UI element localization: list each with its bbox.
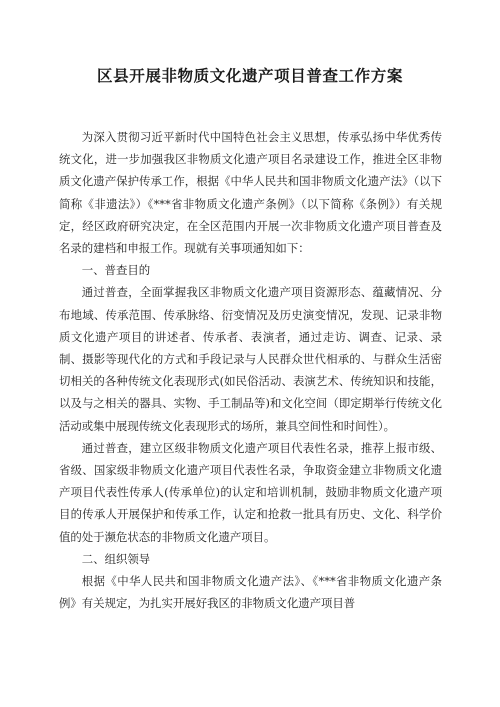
purpose-paragraph-2: 通过普查，建立区级非物质文化遗产项目代表性名录，推荐上报市级、省级、国家级非物质文化遗产项目代表性名录，争取资金建立非物质文化遗产项目代表性传承人(传承单位)的认定和培训机制，鼓励非物质文化遗产项目的传承人开展保护和传承工作，认定和抢救一批具有历史、文化、科学价值的处于濒危状态的非物质文化遗产项目。: [59, 440, 442, 544]
document-body: [59, 126, 442, 614]
document-title: 区县开展非物质文化遗产项目普查工作方案: [97, 66, 403, 85]
section-heading-purpose: 一、普查目的: [81, 263, 151, 278]
purpose-paragraph-1: 通过普查，全面掌握我区非物质文化遗产项目资源形态、蕴藏情况、分布地域、传承范围、传承脉络、衍变情况及历史演变情况，发现、记录非物质文化遗产项目的讲述者、传承者、表演者，通过走访、调查、记录、录制、摄影等现代化的方式和手段记录与人民群众世代相承的、与群众生活密切相关的各种传统文化表现形式(如民俗活动、表演艺术、传统知识和技能，以及与之相关的器具、实物、手工制品等)和文化空间（即定期举行传统文化活动或集中展现传统文化表现形式的场所，兼具空间性和时间性）。: [59, 285, 442, 433]
section-heading-leadership: 二、组织领导: [81, 551, 151, 566]
leadership-paragraph-1: 根据《中华人民共和国非物质文化遗产法》、《***省非物质文化遗产条例》有关规定，为扎实开展好我区的非物质文化遗产项目普: [59, 574, 442, 611]
intro-paragraph: 为深入贯彻习近平新时代中国特色社会主义思想，传承弘扬中华优秀传统文化，进一步加强我区非物质文化遗产项目名录建设工作，推进全区非物质文化遗产保护传承工作，根据《中华人民共和国非物质文化遗产法》（以下简称《非遗法》）《***省非物质文化遗产条例》（以下简称《条例》）有关规定，经区政府研究决定，在全区范围内开展一次非物质文化遗产项目普查及名录的建档和申报工作。现就有关事项通知如下：: [59, 130, 442, 256]
